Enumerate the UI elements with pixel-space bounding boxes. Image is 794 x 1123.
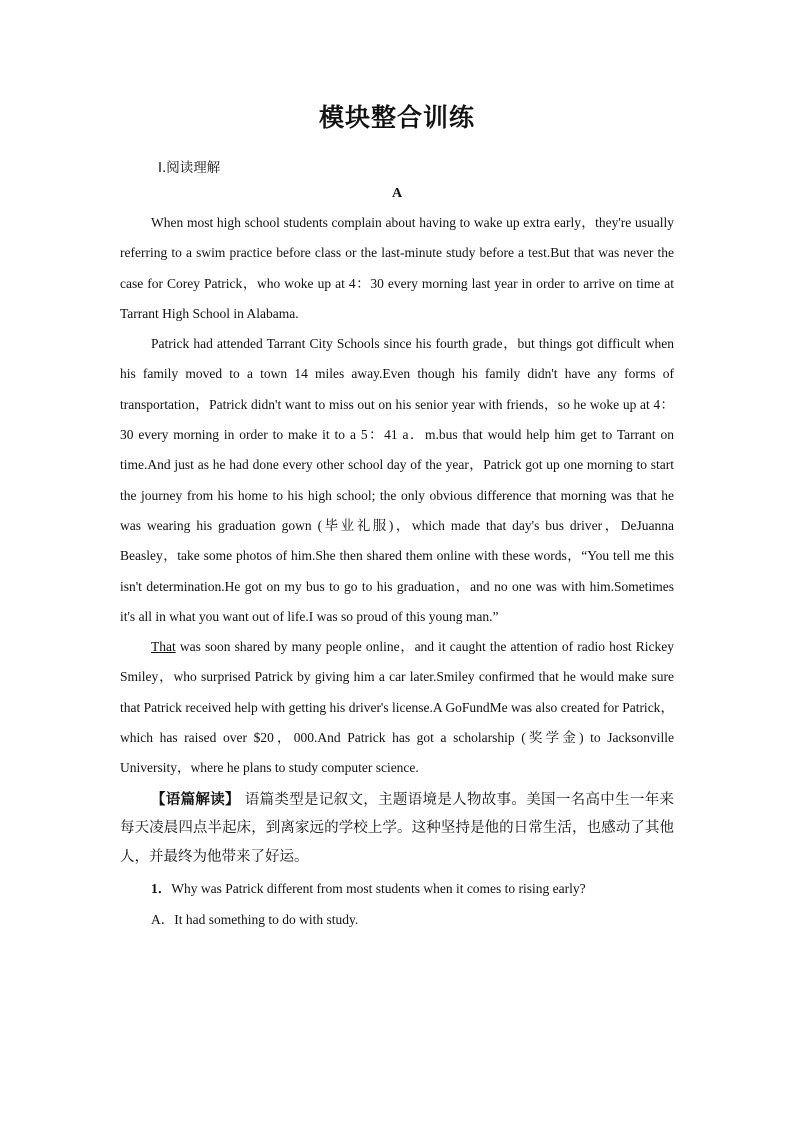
passage-body (120, 208, 674, 935)
passage-paragraph-2: Patrick had attended Tarrant City Schools since his fourth grade，but things got difficult when his family moved to a town 14 miles away.Even though his family didn't have any forms of transportation，Patrick didn't want to miss out on his senior year with friends，so he woke up at 4：30 every morning in order to make it to a 5：41 a．m.bus that would help him get to Tarrant on time.And just as he had done every other school day of the year，Patrick got up one morning to start the journey from his home to his high school; the only obvious difference that morning was that he was wearing his graduation gown (毕业礼服)，which made that day's bus driver，DeJuanna Beasley，take some photos of him.She then shared them online with these words，“You tell me this isn't determination.He got on my bus to go to his graduation，and no one was with him.Sometimes it's all in what you want out of life.I was so proud of this young man.” (120, 336, 674, 624)
question-text: Why was Patrick different from most students when it comes to rising early? (171, 881, 586, 897)
question-1 (120, 871, 674, 904)
question-number: 1． (151, 881, 172, 897)
passage-paragraph-3 (120, 632, 674, 783)
option-letter: A． (151, 912, 175, 928)
passage-label: A (391, 186, 403, 201)
discourse-analysis-heading: 【语篇解读】 (151, 791, 240, 808)
page-title: 模块整合训练 (318, 103, 475, 132)
paragraph-3-text: was soon shared by many people online，and it caught the attention of radio host Rickey Smiley，who surprised Patrick by giving him a car later.Smiley confirmed that he would make sure that Patrick received help with getting his driver's license.A GoFundMe was also created for Patrick，which has raised over $20，000.And Patrick has got a scholarship (奖学金) to Jacksonville University，where he plans to study computer science. (120, 639, 674, 776)
discourse-analysis-text: 语篇类型是记叙文，主题语境是人物故事。美国一名高中生一年来每天凌晨四点半起床，到离家远的学校上学。这种坚持是他的日常生活，也感动了其他人，并最终为他带来了好运。 (120, 791, 675, 865)
underlined-word: That (151, 639, 176, 655)
section-heading: Ⅰ.阅读理解 (158, 160, 221, 176)
question-1-option-a (120, 904, 674, 935)
option-text: It had something to do with study. (174, 912, 359, 928)
discourse-analysis (120, 784, 674, 872)
passage-paragraph-1: When most high school students complain about having to wake up extra early，they're usually referring to a swim practice before class or the last-minute study before a test.But that was never the case for Corey Patrick，who woke up at 4：30 every morning last year in order to arrive on time at Tarrant High School in Alabama. (120, 215, 674, 321)
